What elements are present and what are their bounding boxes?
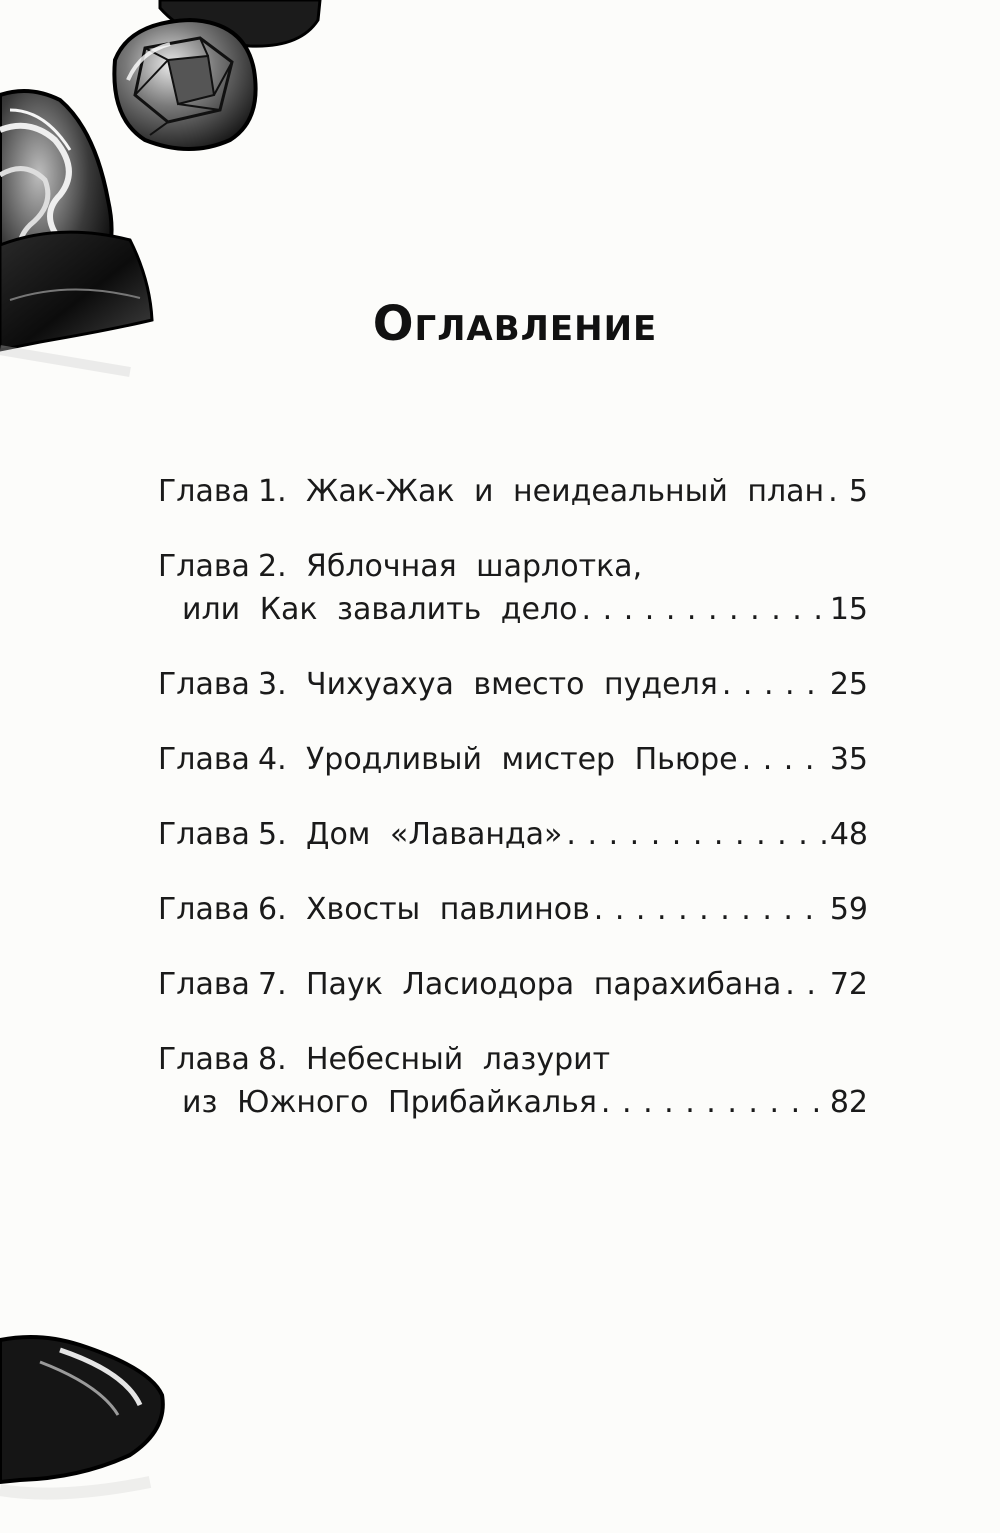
chapter-number: 6. <box>258 892 287 927</box>
chapter-number: 4. <box>258 742 287 777</box>
chapter-number: 1. <box>258 474 287 509</box>
chapter-title: Уродливый мистер Пьюре <box>306 742 738 777</box>
chapter-label: Глава <box>158 817 250 852</box>
chapter-label: Глава <box>158 892 250 927</box>
dot-leader <box>828 470 845 513</box>
chapter-title: Жак-Жак и неидеальный план <box>306 474 825 509</box>
chapter-title: Яблочная шарлотка, <box>306 549 643 584</box>
chapter-title-continued: или Как завалить дело <box>182 592 578 627</box>
page-number: 72 <box>829 967 868 1002</box>
chapter-title: Чихуахуа вместо пуделя <box>306 667 718 702</box>
dot-leader <box>601 1081 826 1124</box>
toc-entry-5 <box>158 813 868 856</box>
chapter-number: 5. <box>258 817 287 852</box>
faceted-stone <box>114 20 255 149</box>
page-number: 25 <box>829 667 868 702</box>
page-number: 35 <box>829 742 868 777</box>
chapter-title: Хвосты павлинов <box>306 892 590 927</box>
toc-entry-1 <box>158 470 868 513</box>
page-number: 59 <box>829 892 868 927</box>
page-number: 15 <box>829 592 868 627</box>
chapter-title-continued: из Южного Прибайкалья <box>182 1085 597 1120</box>
chapter-label: Глава <box>158 474 250 509</box>
bottom-stone <box>0 1337 163 1494</box>
chapter-title: Небесный лазурит <box>306 1042 611 1077</box>
dot-leader <box>785 963 826 1006</box>
toc-entry-6 <box>158 888 868 931</box>
chapter-title: Дом «Лаванда» <box>306 817 563 852</box>
dot-leader <box>722 663 826 706</box>
chapter-number: 3. <box>258 667 287 702</box>
chapter-label: Глава <box>158 967 250 1002</box>
chapter-number: 8. <box>258 1042 287 1077</box>
dot-leader <box>742 738 826 781</box>
chapter-title: Паук Ласиодора парахибана <box>306 967 782 1002</box>
page-number: 48 <box>829 817 868 852</box>
chapter-number: 7. <box>258 967 287 1002</box>
chapter-number: 2. <box>258 549 287 584</box>
toc-entry-3 <box>158 663 868 706</box>
page-number: 5 <box>848 474 868 509</box>
toc-entry-8 <box>158 1038 868 1124</box>
page-number: 82 <box>829 1085 868 1120</box>
dot-leader <box>582 588 826 631</box>
page-title: Оглавление <box>372 296 658 352</box>
dot-leader <box>566 813 825 856</box>
chapter-label: Глава <box>158 742 250 777</box>
toc-entry-4 <box>158 738 868 781</box>
chapter-label: Глава <box>158 1042 250 1077</box>
toc-entry-2 <box>158 545 868 631</box>
toc-entry-7 <box>158 963 868 1006</box>
chapter-label: Глава <box>158 667 250 702</box>
dot-leader <box>594 888 826 931</box>
chapter-label: Глава <box>158 549 250 584</box>
